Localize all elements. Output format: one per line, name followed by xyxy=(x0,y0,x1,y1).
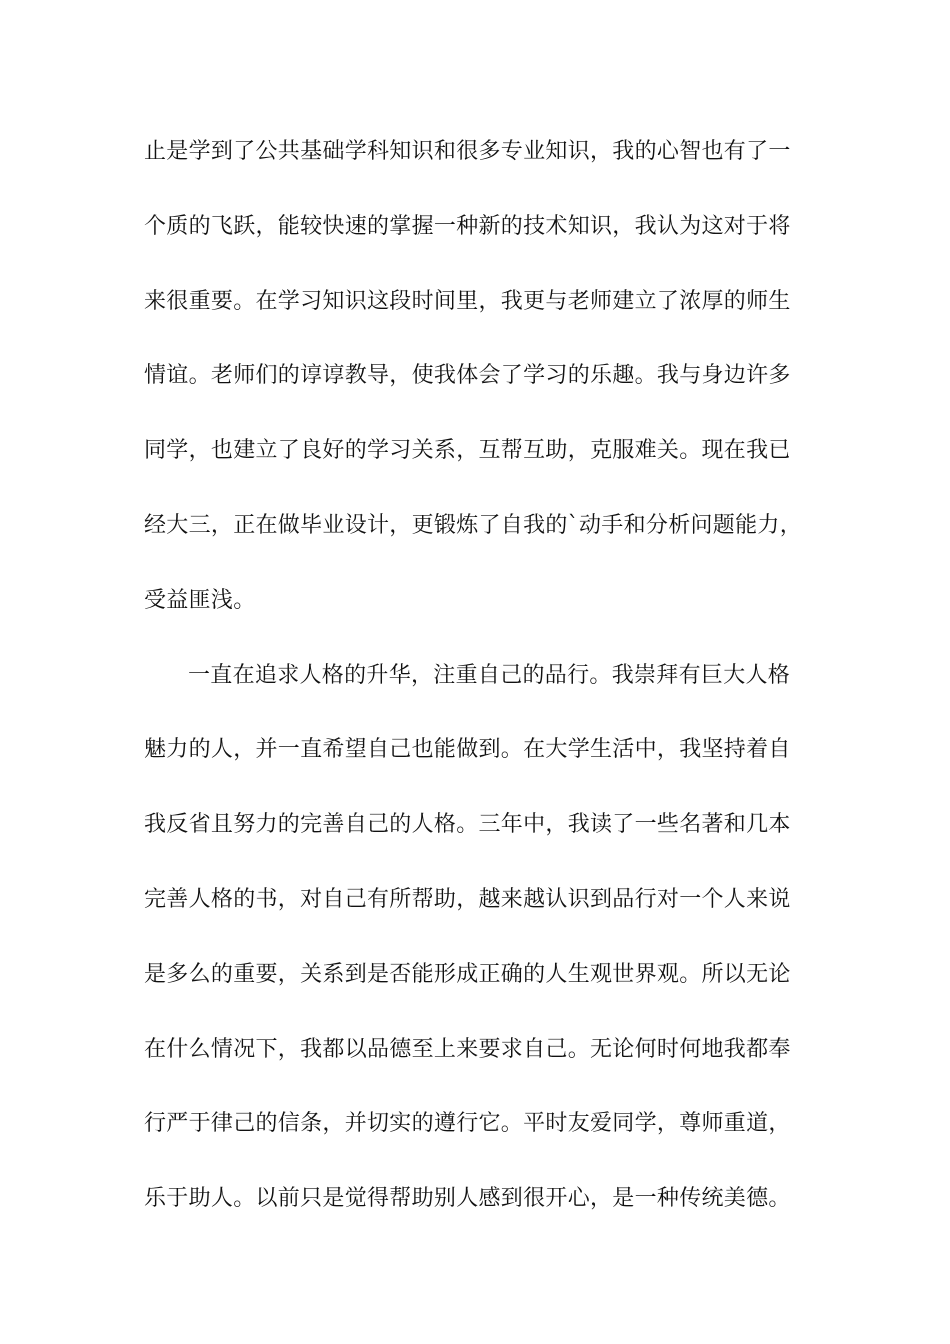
paragraph-line: 同学，也建立了良好的学习关系，互帮互助，克服难关。现在我已 xyxy=(144,438,791,464)
paragraph-1 xyxy=(144,127,806,651)
document-body xyxy=(144,127,806,1249)
paragraph-line: 经大三，正在做毕业设计，更锻炼了自我的`动手和分析问题能力， xyxy=(144,512,803,538)
paragraph-line: 我反省且努力的完善自己的人格。三年中，我读了一些名著和几本 xyxy=(144,812,791,838)
paragraph-line: 止是学到了公共基础学科知识和很多专业知识，我的心智也有了一 xyxy=(144,139,791,164)
paragraph-line: 在什么情况下，我都以品德至上来要求自己。无论何时何地我都奉 xyxy=(144,1036,791,1062)
paragraph-line: 来很重要。在学习知识这段时间里，我更与老师建立了浓厚的师生 xyxy=(144,288,791,314)
paragraph-line: 行严于律己的信条，并切实的遵行它。平时友爱同学，尊师重道， xyxy=(144,1111,791,1137)
paragraph-line: 一直在追求人格的升华，注重自己的品行。我崇拜有巨大人格 xyxy=(188,662,791,688)
paragraph-line: 魅力的人，并一直希望自己也能做到。在大学生活中，我坚持着自 xyxy=(144,737,791,763)
paragraph-line: 情谊。老师们的谆谆教导，使我体会了学习的乐趣。我与身边许多 xyxy=(144,363,791,389)
paragraph-line: 受益匪浅。 xyxy=(144,587,256,613)
paragraph-line: 完善人格的书，对自己有所帮助，越来越认识到品行对一个人来说 xyxy=(144,886,791,912)
paragraph-line: 乐于助人。以前只是觉得帮助别人感到很开心，是一种传统美德。 xyxy=(144,1186,791,1212)
paragraph-2 xyxy=(144,651,806,1249)
paragraph-line: 个质的飞跃，能较快速的掌握一种新的技术知识，我认为这对于将 xyxy=(144,213,791,239)
paragraph-line: 是多么的重要，关系到是否能形成正确的人生观世界观。所以无论 xyxy=(144,961,791,987)
